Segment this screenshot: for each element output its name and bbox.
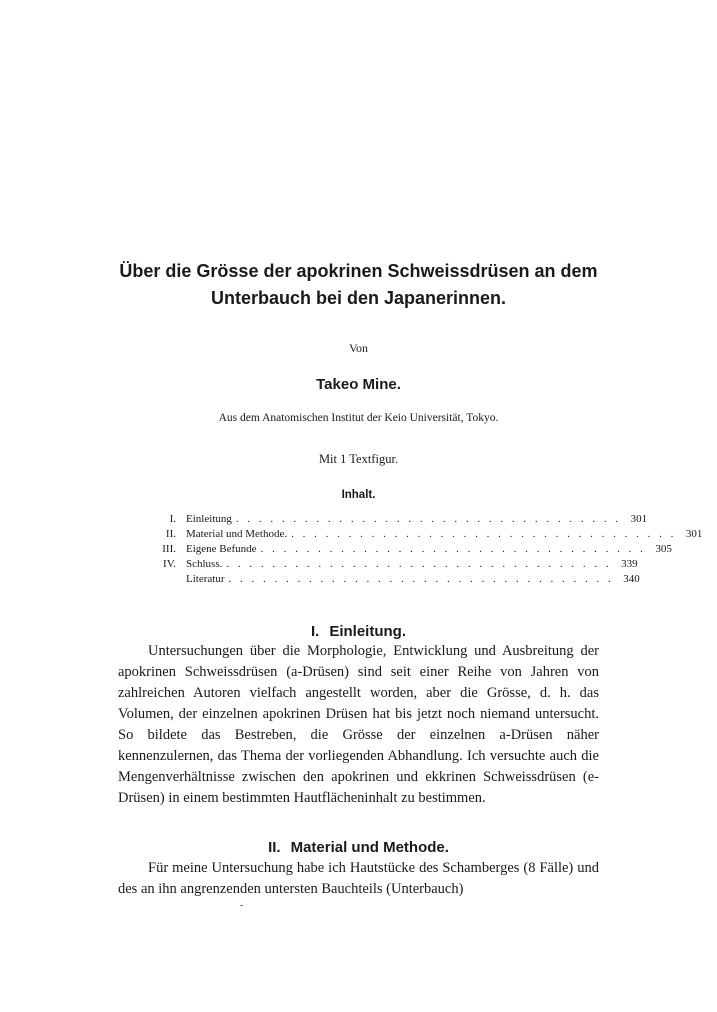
paragraph-material-methode: Für meine Untersuchung habe ich Hautstücke des Schamberges (8 Fälle) und des an ihn angrenzenden untersten Bauchteils (Unterbauch)	[118, 860, 599, 897]
toc-entry-page: 339	[621, 558, 638, 570]
toc-entry-label: Einleitung	[186, 513, 232, 525]
toc-entry-einleitung	[150, 512, 648, 527]
toc-entry-material	[150, 527, 703, 542]
toc-leader-dots: . . . . . . . . . . . . . . . . . . . . . . . . . . . . . . . . . .	[260, 543, 646, 555]
section-number: I.	[310, 623, 320, 641]
toc-entry-label: Literatur	[186, 573, 225, 585]
toc-entry-page: 305	[655, 543, 672, 555]
toc-entry-literatur	[150, 572, 640, 587]
section-heading-einleitung	[0, 622, 717, 642]
author-affiliation: Aus dem Anatomischen Institut der Keio Universität, Tokyo.	[218, 412, 499, 424]
toc-leader-dots: . . . . . . . . . . . . . . . . . . . . . . . . . . . . . . . . . .	[226, 558, 612, 570]
toc-entry-befunde	[150, 542, 672, 557]
paragraph-einleitung: Untersuchungen über die Morphologie, Entwicklung und Ausbreitung der apokrinen Schweissdrüsen (a-Drüsen) sind seit einer Reihe von Jahren von zahlreichen Autoren vielfach angestellt worden, aber die Grösse, d. h. das Volumen, der einzelnen apokrinen Drüsen hat bis jetzt noch niemand untersucht. So bildete das Bestreben, die Grösse der einzelnen a-Drüsen näher kennenzulernen, das Thema der vorliegenden Abhandlung. Ich versuchte auch die Mengenverhältnisse zwischen den apokrinen und ekkrinen Schweissdrüsen (e-Drüsen) in einem bestimmten Hautflächeninhalt zu bestimmen.	[118, 643, 599, 806]
toc-entry-page: 340	[623, 573, 640, 585]
page-speck-mark	[240, 905, 243, 906]
toc-leader-dots: . . . . . . . . . . . . . . . . . . . . . . . . . . . . . . . . . .	[228, 573, 614, 585]
section-title: Material und Methode.	[290, 839, 449, 857]
section-title: Einleitung.	[329, 623, 406, 641]
toc-entry-number: I.	[169, 513, 176, 525]
figure-note: Mit 1 Textfigur.	[318, 452, 399, 466]
toc-entry-label: Schluss.	[186, 558, 223, 570]
article-title-line-1: Über die Grösse der apokrinen Schweissdrüsen an dem	[119, 261, 598, 281]
toc-entry-number: II.	[165, 528, 176, 540]
author-name: Takeo Mine.	[316, 376, 401, 393]
byline-von: Von	[348, 341, 369, 355]
section-number: II.	[268, 839, 281, 857]
toc-leader-dots: . . . . . . . . . . . . . . . . . . . . . . . . . . . . . . . . . .	[291, 528, 677, 540]
toc-entry-number: III.	[162, 543, 176, 555]
toc-entry-page: 301	[685, 528, 703, 540]
toc-entry-label: Material und Methode.	[186, 528, 288, 540]
toc-entry-number: IV.	[163, 558, 176, 570]
table-of-contents	[150, 512, 703, 587]
toc-leader-dots: . . . . . . . . . . . . . . . . . . . . . . . . . . . . . . . . . .	[235, 513, 622, 525]
article-title-line-2: Unterbauch bei den Japanerinnen.	[210, 288, 507, 308]
toc-entry-schluss	[150, 557, 638, 572]
toc-heading: Inhalt.	[341, 489, 376, 501]
toc-entry-page: 301	[630, 513, 648, 525]
toc-entry-label: Eigene Befunde	[186, 543, 257, 555]
section-heading-material-methode	[0, 838, 717, 858]
